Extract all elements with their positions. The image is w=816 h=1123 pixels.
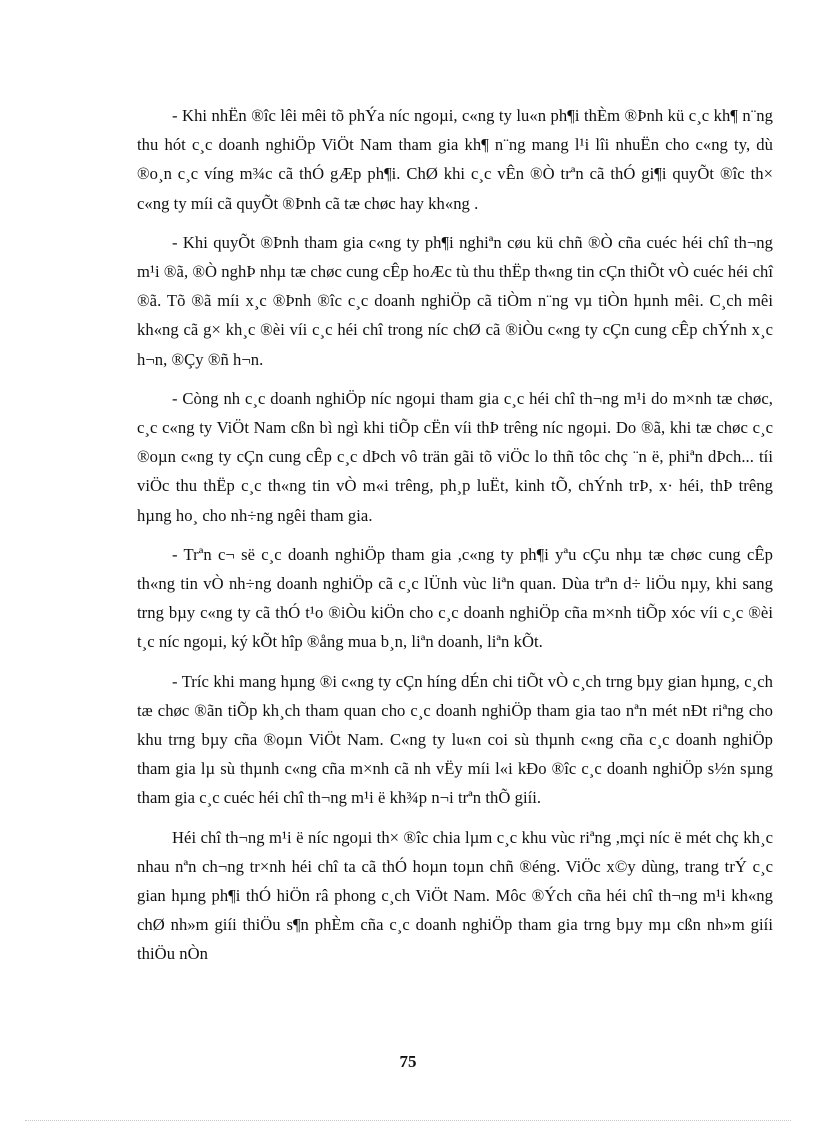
- paragraph-5: - Tríc khi mang hµng ®i c«ng ty cÇn híng dÉn chi tiÕt vÒ c¸ch trng bµy gian hµng, c¸ch tæ chøc ®ãn tiÕp kh¸ch tham quan cho c¸c doanh nghiÖp tham gia tao nªn mét nÐt riªng cho khu trng bµy cña ®oµn ViÖt Nam. C«ng ty lu«n coi sù thµnh c«ng cña c¸c doanh nghiÖp tham gia lµ sù thµnh c«ng cña m×nh cã nh vËy míi l«i kÐo ®îc c¸c doanh nghiÖp s½n sµng tham gia c¸c cuéc héi chî th¬ng m¹i ë kh¾p n¬i trªn thÕ giíi.: [137, 671, 773, 808]
- page-bottom-divider: [25, 1120, 791, 1121]
- paragraph-6: Héi chî th¬ng m¹i ë níc ngoµi th× ®îc chia lµm c¸c khu vùc riªng ,mçi níc ë mét chç kh¸c nhau nªn ch¬ng tr×nh héi chî ta cã thÓ hoµn toµn chñ ®éng. ViÖc x©y dùng, trang trÝ c¸c gian hµng ph¶i thÓ hiÖn râ phong c¸ch ViÖt Nam. Môc ®Ých cña héi chî th¬ng m¹i kh«ng chØ nh»m giíi thiÖu s¶n phÈm cña c¸c doanh nghiÖp tham gia trng bµy mµ cßn nh»m giíi thiÖu nÒn: [137, 827, 773, 964]
- page-body: [137, 101, 773, 979]
- paragraph-4: - Trªn c¬ së c¸c doanh nghiÖp tham gia ,c«ng ty ph¶i yªu cÇu nhµ tæ chøc cung cÊp th«ng tin vÒ nh÷ng doanh nghiÖp cã c¸c lÜnh vùc liªn quan. Dùa trªn d÷ liÖu nµy, khi sang trng bµy c«ng ty cã thÓ t¹o ®iÒu kiÖn cho c¸c doanh nghiÖp cña m×nh tiÕp xóc víi c¸c ®èi t¸c níc ngoµi, ký kÕt hîp ®ång mua b¸n, liªn doanh, liªn kÕt.: [137, 544, 773, 652]
- paragraph-1: - Khi nhËn ®îc lêi mêi tõ phÝa níc ngoµi, c«ng ty lu«n ph¶i thÈm ®Þnh kü c¸c kh¶ n¨ng thu hót c¸c doanh nghiÖp ViÖt Nam tham gia kh¶ n¨ng mang l¹i lîi nhuËn cho c«ng ty, dù ®o¸n c¸c víng m¾c cã thÓ gÆp ph¶i. ChØ khi c¸c vÊn ®Ò trªn cã thÓ gi¶i quyÕt ®îc th× c«ng ty míi cã quyÕt ®Þnh cã tæ chøc hay kh«ng .: [137, 106, 773, 213]
- page-number: 75: [399, 1052, 417, 1071]
- paragraph-2: - Khi quyÕt ®Þnh tham gia c«ng ty ph¶i nghiªn cøu kü chñ ®Ò cña cuéc héi chî th¬ng m¹i ®ã, ®Ò nghÞ nhµ tæ chøc cung cÊp hoÆc tù thu thËp th«ng tin cÇn thiÕt vÒ cuéc héi chî ®ã. Tõ ®ã míi x¸c ®Þnh ®îc c¸c doanh nghiÖp cã tiÒm n¨ng vµ tiÒn hµnh mêi. C¸ch mêi kh«ng cã g× kh¸c ®èi víi c¸c héi chî trong níc chØ cã ®iÒu c«ng ty cÇn cung cÊp chÝnh x¸c h¬n, ®Çy ®ñ h¬n.: [137, 232, 773, 369]
- paragraph-3: - Còng nh c¸c doanh nghiÖp níc ngoµi tham gia c¸c héi chî th¬ng m¹i do m×nh tæ chøc, c¸c c«ng ty ViÖt Nam cßn bì ngì khi tiÕp cËn víi thÞ trêng níc ngoµi. Do ®ã, khi tæ chøc c¸c ®oµn c«ng ty cÇn cung cÊp c¸c dÞch vô trän gãi tõ viÖc lo thñ tôc chç ¨n ë, phiªn dÞch... tíi viÖc thu thËp c¸c th«ng tin vÒ m«i trêng, ph¸p luËt, kinh tÕ, chÝnh trÞ, x· héi, thÞ trêng hµng ho¸ cho nh÷ng ngêi tham gia.: [137, 388, 773, 525]
